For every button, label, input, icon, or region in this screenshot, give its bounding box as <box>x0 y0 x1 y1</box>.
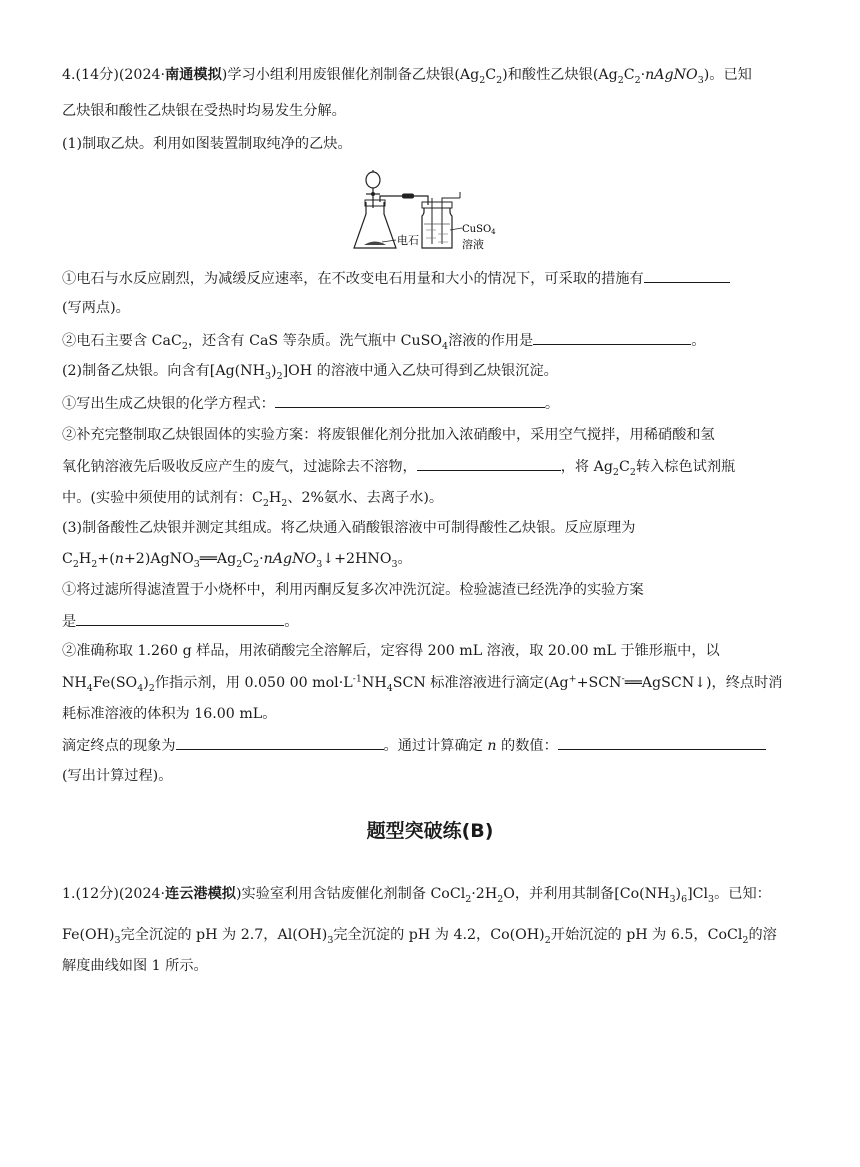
label-cuso4: CuSO$_4$ <box>462 224 496 236</box>
answer-blank[interactable] <box>533 330 691 345</box>
q4-p3-q1: ①将过滤所得滤渣置于小烧杯中，利用丙酮反复多次冲洗沉淀。检验滤渣已经洗净的实验方案 <box>62 582 644 598</box>
q4-p1-q1: ①电石与水反应剧烈，为减缓反应速率，在不改变电石用量和大小的情况下，可采取的措施有 <box>62 268 730 289</box>
q4-p3-q2-note: (写出计算过程)。 <box>62 768 173 784</box>
q4-p3-q1-cont: 是 。 <box>62 611 298 632</box>
b-q1-intro: 1.(12分)(2024·连云港模拟)实验室利用含钴废催化剂制备 $CoCl_2\cdot 2H_2O$，并利用其制备$[Co(NH_3)_6]Cl_3$。已知： <box>62 886 771 905</box>
q4-p3-q2-endpoint: 滴定终点的现象为 。通过计算确定 n 的数值： <box>62 735 766 756</box>
q4-part1-title: (1)制取乙炔。利用如图装置制取纯净的乙炔。 <box>62 136 352 152</box>
rubber-tube <box>402 194 414 199</box>
q4-p2-q2-reagents: 中。(实验中须使用的试剂有：$C_2H_2$、2%氨水、去离子水)。 <box>62 490 444 509</box>
answer-blank[interactable] <box>275 393 545 408</box>
answer-blank[interactable] <box>417 456 561 471</box>
b-q1-line3: 解度曲线如图 1 所示。 <box>62 958 208 974</box>
q4-p2-q2: ②补充完整制取乙炔银固体的实验方案：将废银催化剂分批加入浓硝酸中，采用空气搅拌，用稀硝酸和氢 <box>62 427 715 443</box>
q4-p1-q1-cont: (写两点)。 <box>62 300 130 316</box>
q4-part3-title: (3)制备酸性乙炔银并测定其组成。将乙炔通入硝酸银溶液中可制得酸性乙炔银。反应原理为 <box>62 520 636 536</box>
b-q1-source: 连云港模拟 <box>165 886 236 902</box>
answer-blank[interactable] <box>76 611 284 626</box>
q4-p3-q2: ②准确称取 1.260 g 样品，用浓硝酸完全溶解后，定容得 200 mL 溶液，取 20.00 mL 于锥形瓶中，以 <box>62 643 720 659</box>
q4-p2-q2-cont: 氧化钠溶液先后吸收反应产生的废气，过滤除去不溶物， ，将 $Ag_2C_2$转入棕色试剂瓶 <box>62 456 735 477</box>
q4-p3-q2-cont: $NH_4Fe(SO_4)_2$作指示剂，用 0.050 00 $mol\cdot L^{-1}NH_4SCN$ 标准溶液进行滴定(Ag++SCN-══AgSCN↓)，终点时消 <box>62 673 783 694</box>
label-calcium-carbide: 电石 <box>397 234 419 247</box>
q4-intro-line: 4.(14分)(2024·南通模拟)学习小组利用废银催化剂制备乙炔银$(Ag_2C_2)$和酸性乙炔银$(Ag_2C_2\cdot nAgNO_3)$。已知 <box>62 67 752 86</box>
q4-p3-q2-volume: 耗标准溶液的体积为 16.00 mL。 <box>62 706 277 722</box>
apparatus-diagram <box>352 168 496 256</box>
answer-blank[interactable] <box>644 268 730 283</box>
q4-p1-q2: ②电石主要含 CaC$_2$，还含有 CaS 等杂质。洗气瓶中 CuSO$_4$溶液的作用是 。 <box>62 330 705 351</box>
answer-blank[interactable] <box>176 735 384 750</box>
q4-p3-equation: $C_2H_2+(n+2)AgNO_3══Ag_2C_2\cdot nAgNO_3↓+2HNO_3$。 <box>62 551 412 570</box>
q4-intro-line2: 乙炔银和酸性乙炔银在受热时均易发生分解。 <box>62 103 346 119</box>
q4-part2-title: (2)制备乙炔银。向含有$[Ag(NH_3)_2]OH$ 的溶液中通入乙炔可得到乙炔银沉淀。 <box>62 363 558 382</box>
q4-source: 南通模拟 <box>165 67 222 83</box>
funnel-bulb <box>366 172 380 188</box>
section-title: 题型突破练(B) <box>366 820 494 842</box>
label-solution: 溶液 <box>462 238 484 251</box>
b-q1-line2: $Fe(OH)_3$完全沉淀的 pH 为 2.7，$Al(OH)_3$完全沉淀的 pH 为 4.2，$Co(OH)_2$开始沉淀的 pH 为 6.5，CoCl$_2$的溶 <box>62 927 777 946</box>
q4-p2-q1: ①写出生成乙炔银的化学方程式： 。 <box>62 393 559 414</box>
answer-blank[interactable] <box>558 735 766 750</box>
